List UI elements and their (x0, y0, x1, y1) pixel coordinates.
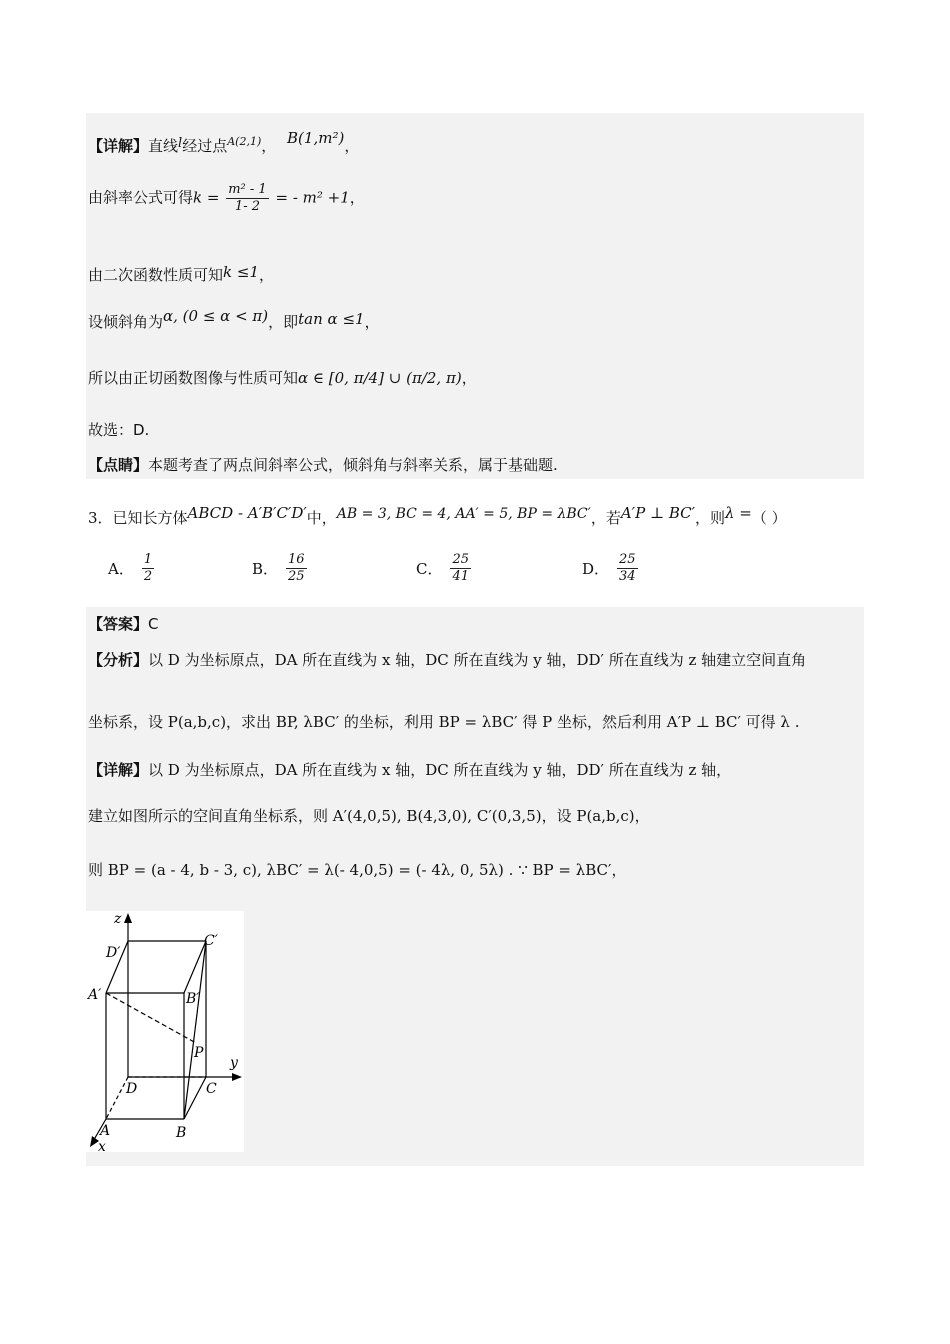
option-a[interactable]: A． $\frac{1}{2}$ (108, 552, 153, 584)
segment-a-prime-p (106, 993, 196, 1043)
label-b-prime: B′ (186, 991, 200, 1007)
label-z: z (114, 911, 122, 927)
sol1-line-2: 由斜率公式可得k = $\frac{\text{m² - 1}}{1- 2}$ = - m² +1， (88, 182, 365, 214)
analysis-tag: 【分析】 (88, 651, 149, 669)
sol3-detail-1: 【详解】以 D 为坐标原点，DA 所在直线为 x 轴，DC 所在直线为 y 轴，DD′ 所在直线为 z 轴， (88, 761, 732, 779)
comment-tag: 【点睛】 (88, 456, 149, 474)
label-x: x (98, 1139, 106, 1152)
sol1-comment: 【点睛】本题考查了两点间斜率公式，倾斜角与斜率关系，属于基础题. (88, 456, 558, 474)
label-d: D (126, 1081, 138, 1097)
label-y: y (230, 1055, 238, 1071)
sol1-line-6: 故选：D. (88, 421, 150, 439)
option-b[interactable]: B． $\frac{16}{25}$ (252, 552, 305, 584)
sol1-line-1: 【详解】直线l经过点$^{A(2,1)}$， B(1,m²)， (88, 129, 360, 155)
sol3-analysis-2: 坐标系，设 P(a,b,c)，求出 BP, λBC′ 的坐标，利用 BP = λBC′ 得 P 坐标，然后利用 A′P ⊥ BC′ 可得 λ . (88, 713, 800, 731)
label-p: P (194, 1045, 204, 1061)
sol3-analysis-1: 【分析】以 D 为坐标原点，DA 所在直线为 x 轴，DC 所在直线为 y 轴，DD′ 所在直线为 z 轴建立空间直角 (88, 651, 807, 669)
sol3-answer: 【答案】C (88, 615, 159, 633)
label-a-prime: A′ (88, 987, 102, 1003)
option-c[interactable]: C． $\frac{25}{41}$ (416, 552, 470, 584)
q3-stem: 3．已知长方体ABCD - A′B′C′D′中，AB = 3, BC = 4, AA′ = 5, BP = λBC′，若A′P ⊥ BC′，则λ =（ ） (88, 504, 787, 527)
label-b: B (176, 1125, 187, 1141)
sol1-line-3: 由二次函数性质可知k ≤1， (88, 263, 275, 284)
sol1-line-4: 设倾斜角为α, (0 ≤ α < π)，即tan α ≤1， (88, 307, 380, 331)
label-a: A (100, 1123, 111, 1139)
cuboid-figure (86, 911, 244, 1152)
slope-fraction: $\frac{\text{m² - 1}}{1- 2}$ (228, 182, 267, 214)
label-c-prime: C′ (204, 933, 218, 949)
sol3-detail-2: 建立如图所示的空间直角坐标系，则 A′(4,0,5), B(4,3,0), C′(0,3,5)，设 P(a,b,c)， (88, 807, 650, 825)
solution-block-1 (86, 113, 864, 479)
cuboid-diagram (86, 911, 244, 1152)
answer-tag: 【答案】 (88, 615, 149, 633)
option-d[interactable]: D． $\frac{25}{34}$ (582, 552, 636, 584)
label-c: C (206, 1081, 217, 1097)
sol1-line-5: 所以由正切函数图像与性质可知α ∈ [0, π/4] ∪ (π/2, π)， (88, 369, 477, 387)
detail-tag: 【详解】 (88, 137, 149, 155)
detail-tag-3: 【详解】 (88, 761, 149, 779)
z-arrow (124, 913, 132, 923)
label-d-prime: D′ (106, 945, 121, 961)
sol3-detail-3: 则 BP = (a - 4, b - 3, c), λBC′ = λ(- 4,0,5) = (- 4λ, 0, 5λ) . ∵ BP = λBC′， (88, 861, 627, 879)
y-arrow (232, 1073, 242, 1081)
x-axis-hidden (106, 1077, 128, 1119)
